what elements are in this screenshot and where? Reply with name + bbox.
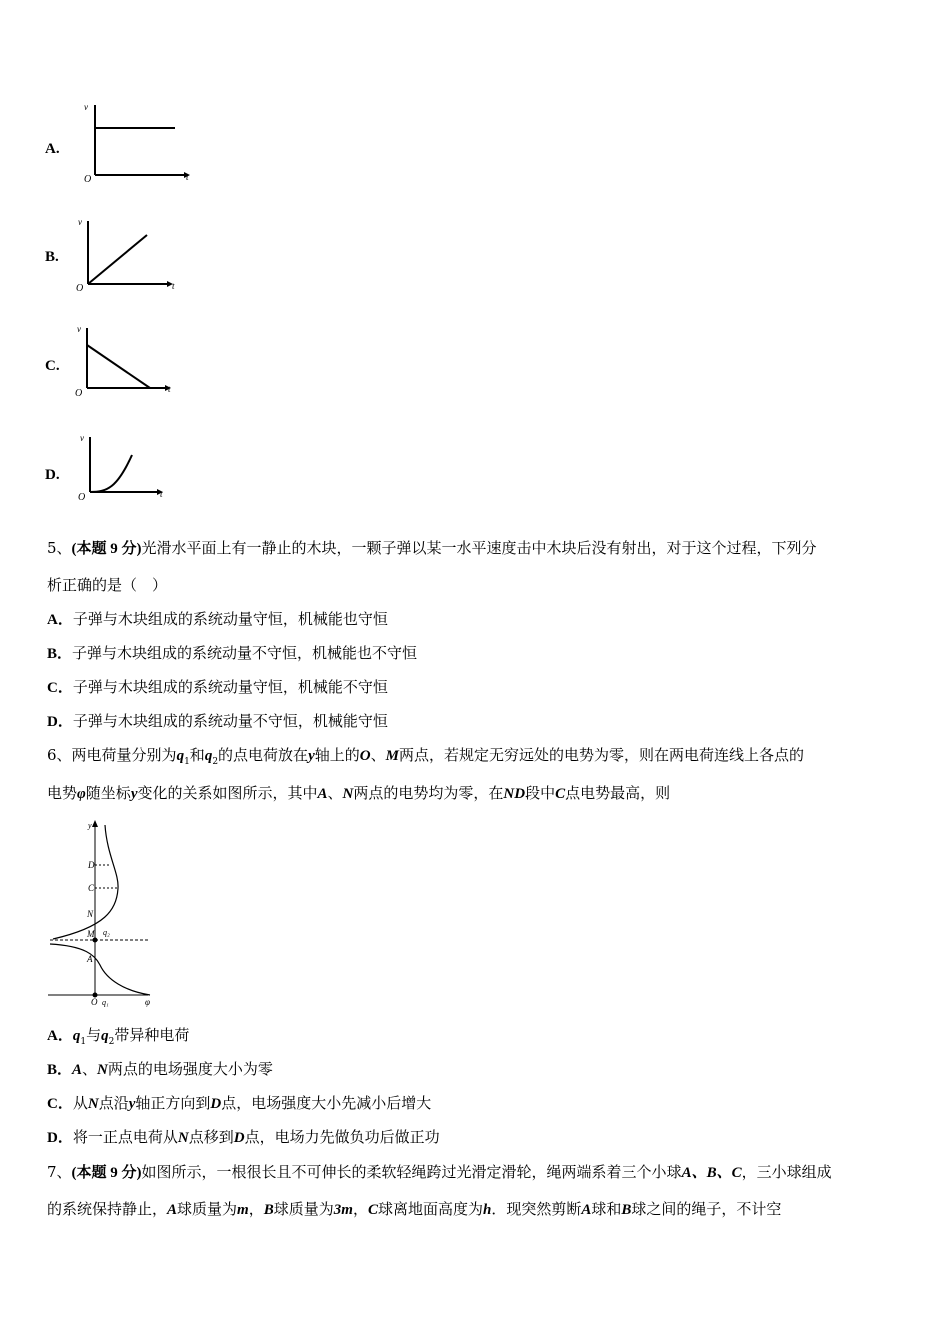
q5-stem-line1: 5、(本题 9 分)光滑水平面上有一静止的木块，一颗子弹以某一水平速度击中木块后没有射出，对于这个过程，下列分 <box>47 539 817 557</box>
graph-option-a-label: A. <box>45 141 60 157</box>
svg-text:C: C <box>88 883 95 893</box>
q6-figure <box>45 815 160 1010</box>
graph-line <box>88 235 147 284</box>
graph-option-b-label: B. <box>45 249 59 265</box>
svg-text:q₁: q₁ <box>102 998 109 1007</box>
q6-option-b: B．A、N两点的电场强度大小为零 <box>47 1060 273 1078</box>
q6-option-c: C．从N点沿y轴正方向到D点，电场强度大小先减小后增大 <box>47 1094 432 1112</box>
svg-text:O: O <box>78 492 86 503</box>
q5-option-c: C．子弹与木块组成的系统动量守恒，机械能不守恒 <box>47 678 388 696</box>
svg-text:O: O <box>75 388 83 399</box>
upper-curve <box>53 825 118 939</box>
svg-text:t: t <box>168 384 171 394</box>
graph-option-b <box>72 213 187 293</box>
graph-option-c <box>72 320 182 400</box>
q5-option-d: D．子弹与木块组成的系统动量不守恒，机械能守恒 <box>47 712 388 730</box>
svg-text:t: t <box>172 281 175 291</box>
svg-text:A: A <box>87 954 93 964</box>
o-label: O <box>84 174 92 185</box>
q7-stem-line1: 7、(本题 9 分)如图所示，一根很长且不可伸长的柔软轻绳跨过光滑定滑轮，绳两端系着三个小球A、B、C，三小球组成 <box>47 1163 832 1181</box>
graph-option-c-label: C. <box>45 358 60 374</box>
q6-option-d: D．将一正点电荷从N点移到D点，电场力先做负功后做正功 <box>47 1128 440 1146</box>
q5-stem-line2: 析正确的是（ ） <box>47 576 168 594</box>
svg-text:O: O <box>91 997 98 1007</box>
graph-curve <box>90 455 132 492</box>
graph-option-a <box>72 100 197 185</box>
graph-line <box>87 345 150 388</box>
q5-option-b: B．子弹与木块组成的系统动量不守恒，机械能也不守恒 <box>47 644 418 662</box>
svg-text:O: O <box>76 283 84 293</box>
q5-option-a: A．子弹与木块组成的系统动量守恒，机械能也守恒 <box>47 610 388 628</box>
q7-stem-line2: 的系统保持静止，A球质量为m，B球质量为3m，C球离地面高度为h．现突然剪断A球和B球之间的绳子，不计空 <box>47 1200 782 1218</box>
svg-text:v: v <box>80 433 84 443</box>
graph-option-d-label: D. <box>45 467 60 483</box>
svg-text:D: D <box>88 860 95 870</box>
v-label: v <box>84 102 88 112</box>
graph-option-d <box>72 430 182 505</box>
q6-option-a: A．$q_1$与$q_2$带异种电荷 <box>47 1026 190 1047</box>
svg-text:v: v <box>78 217 82 227</box>
svg-text:y: y <box>88 821 92 830</box>
svg-text:N: N <box>87 909 94 919</box>
svg-text:t: t <box>160 489 163 499</box>
t-label: t <box>186 172 189 182</box>
q6-stem-line2: 电势φ随坐标y变化的关系如图所示，其中A、N两点的电势均为零，在ND段中C点电势最高，则 <box>47 784 671 802</box>
svg-text:q₂: q₂ <box>103 928 110 937</box>
svg-text:v: v <box>77 324 81 334</box>
svg-text:M: M <box>87 929 95 939</box>
q6-stem-line1: 6、两电荷量分别为$q_1$和$q_2$的点电荷放在y轴上的O、M两点，若规定无穷远处的电势为零，则在两电荷连线上各点的 <box>47 746 804 767</box>
lower-curve <box>50 944 150 995</box>
svg-text:φ: φ <box>145 997 150 1007</box>
